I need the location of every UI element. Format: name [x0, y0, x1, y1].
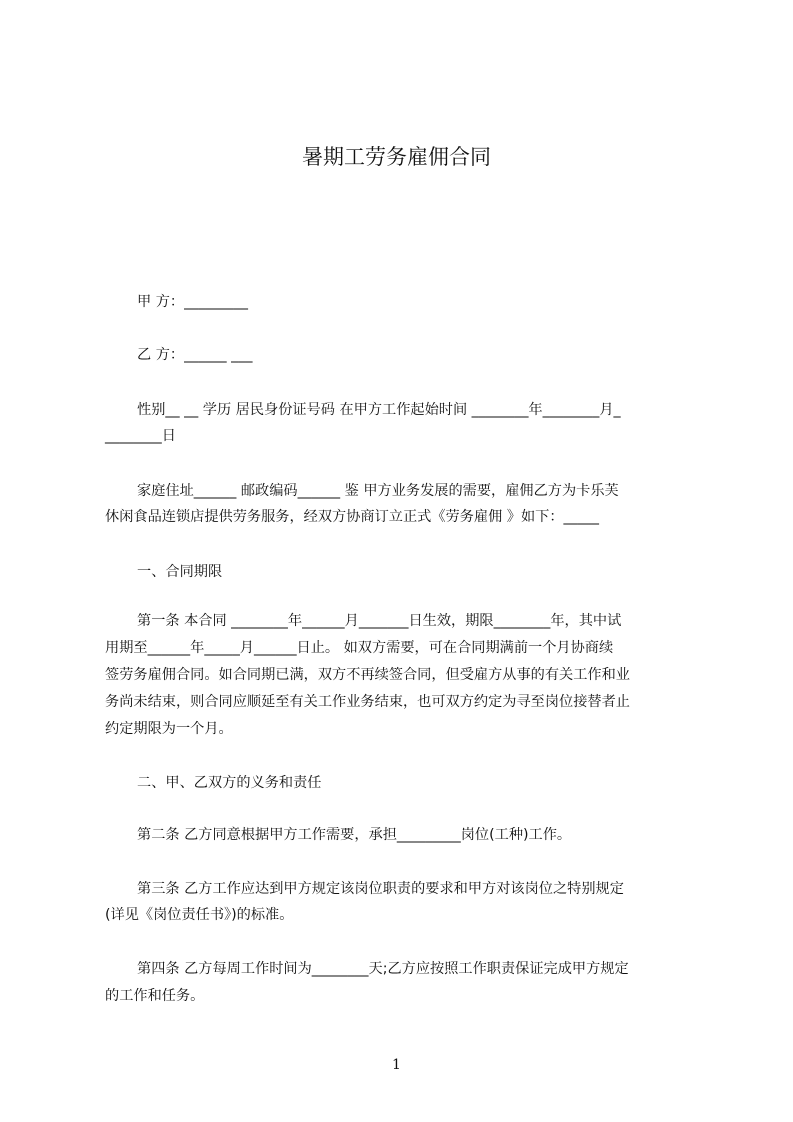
article-1-line: 用期至______年_____月______日止。 如双方需要，可在合同期满前一个月协商续 — [105, 640, 614, 656]
party-a-line: 甲 方：_________ — [137, 294, 248, 310]
article-1-line: 签劳务雇佣合同。如合同期已满，双方不再续签合同，但受雇方从事的有关工作和业 — [105, 667, 630, 683]
section-heading: 二、甲、乙双方的义务和责任 — [137, 775, 322, 791]
article-3-line: (详见《岗位责任书》)的标准。 — [105, 907, 294, 923]
page-number: 1 — [392, 1057, 401, 1073]
article-1-line: 约定期限为一个月。 — [105, 721, 233, 737]
address-line: 家庭住址______ 邮政编码______ 鉴 甲方业务发展的需要，雇佣乙方为卡乐芙 — [137, 483, 619, 499]
article-4-line: 第四条 乙方每周工作时间为________天;乙方应按照工作职责保证完成甲方规定 — [137, 961, 629, 977]
party-b-line: 乙 方：______ ___ — [137, 347, 253, 363]
personal-info-line: ________日 — [105, 428, 176, 444]
article-3-line: 第三条 乙方工作应达到甲方规定该岗位职责的要求和甲方对该岗位之特别规定 — [137, 881, 624, 897]
personal-info-line: 性别__ __ 学历 居民身份证号码 在甲方工作起始时间 ________年________月_ — [137, 402, 621, 418]
article-1-line: 第一条 本合同 ________年______月_______日生效，期限________年，其中试 — [137, 613, 622, 629]
section-heading: 一、合同期限 — [137, 564, 223, 580]
address-line: 休闲食品连锁店提供劳务服务，经双方协商订立正式《劳务雇佣 》如下：_____ — [105, 509, 599, 525]
article-4-line: 的工作和任务。 — [105, 988, 205, 1004]
document-title: 暑期工劳务雇佣合同 — [302, 145, 491, 169]
article-2-line: 第二条 乙方同意根据甲方工作需要，承担_________岗位(工种)工作。 — [137, 827, 572, 843]
article-1-line: 务尚未结束，则合同应顺延至有关工作业务结束，也可双方约定为寻至岗位接替者止 — [105, 694, 630, 710]
